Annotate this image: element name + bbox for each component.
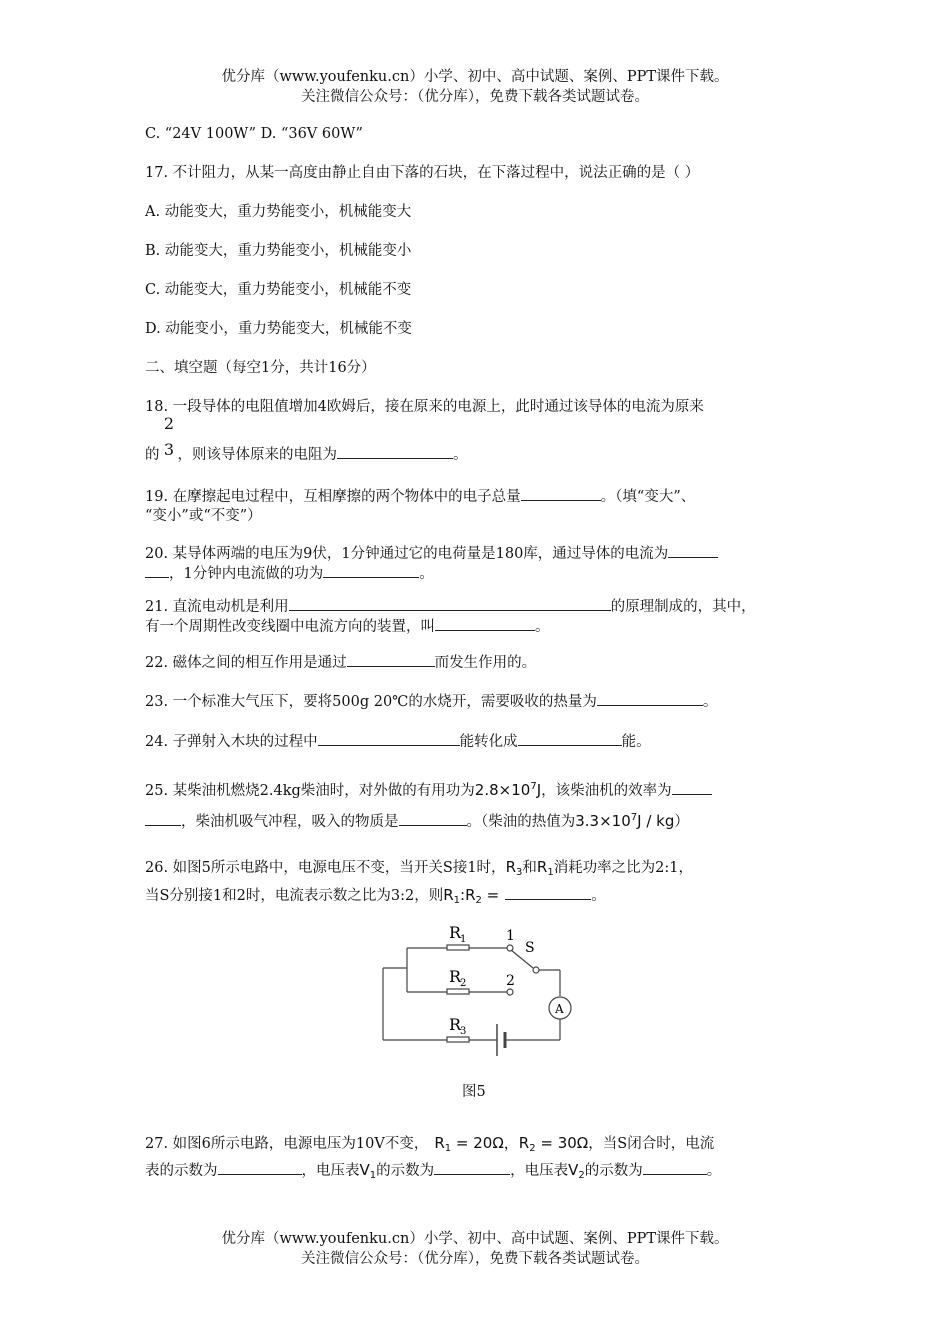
q25-line-2: ，柴油机吸气冲程，吸入的物质是 。（柴油的热值为$3.3\times 10^7J / kg$） [145, 808, 689, 832]
q24-line: 24. 子弹射入木块的过程中 能转化成 能。 [145, 731, 651, 752]
switch-pivot [533, 967, 539, 973]
footer-line-2: 关注微信公众号：（优分库），免费下载各类试题试卷。 [301, 1251, 649, 1267]
q26-line-1: 26. 如图5所示电路中，电源电压不变，当开关S接1时，$R_3$和$R_1$消耗功率之比为2:1， [145, 858, 694, 878]
q21-blank-2[interactable] [435, 616, 535, 631]
q27-blank-3[interactable] [643, 1160, 707, 1175]
q21-line-2: 有一个周期性改变线圈中电流方向的装置，叫 。 [145, 616, 550, 637]
q18-line-2: 的 ，则该导体原来的电阻为 。 [145, 444, 468, 465]
q25-blank-2[interactable] [399, 811, 467, 826]
q27-blank-1[interactable] [218, 1160, 302, 1175]
footer-line-1: 优分库（www.youfenku.cn）小学、初中、高中试题、案例、PPT课件下载。 [221, 1231, 729, 1247]
label-a: A [555, 1002, 564, 1016]
q21-blank-1[interactable] [289, 596, 611, 611]
q27-blank-2[interactable] [434, 1160, 510, 1175]
q25-heat-value: $3.3\times 10^7J$ / kg [575, 812, 675, 830]
q26-r3-symbol: $R_3$ [505, 858, 523, 878]
q18-fraction-denominator: 3 [163, 440, 175, 459]
header-line-1: 优分库（www.youfenku.cn）小学、初中、高中试题、案例、PPT课件下载。 [221, 69, 729, 85]
q27-r1-equation: $R_1 = 20\Omega$， [434, 1134, 519, 1154]
q24-blank-2[interactable] [518, 731, 622, 746]
label-r3-sub: 3 [460, 1026, 467, 1037]
q19-answer-blank[interactable] [521, 486, 601, 501]
figure-5-circuit [375, 922, 585, 1072]
switch-contact-1 [507, 945, 513, 951]
q25-blank-1a[interactable] [672, 780, 712, 795]
section-title: 二、填空题（每空1分，共计16分） [145, 360, 376, 376]
q23-blank[interactable] [597, 691, 703, 706]
label-r3: R [449, 1015, 462, 1034]
header-line-2: 关注微信公众号：（优分库），免费下载各类试题试卷。 [301, 89, 649, 105]
q26-ratio-expression: $R_1:R_2$ = [443, 886, 500, 906]
q18-line-1: 18. 一段导体的电阻值增加4欧姆后，接在原来的电源上，此时通过该导体的电流为原来 [145, 399, 704, 415]
q27-line-1: 27. 如图6所示电路，电源电压为10V不变， $R_1 = 20\Omega$，$R_2 = 30\Omega$，当S闭合时，电流 [145, 1134, 715, 1154]
q17-option-b: B. 动能变大，重力势能变小，机械能变小 [145, 243, 412, 259]
q25-line-1: 25. 某柴油机燃烧2.4kg柴油时，对外做的有用功为$2.8\times 10^7J$，该柴油机的效率为 [145, 777, 712, 801]
q23-line: 23. 一个标准大气压下，要将500g 20℃的水烧开，需要吸收的热量为 。 [145, 691, 717, 712]
label-r2-sub: 2 [460, 978, 467, 989]
resistor-r2 [447, 989, 469, 994]
q16-options: C. “24V 100W” D. “36V 60W” [145, 126, 363, 142]
q19-line-1: 19. 在摩擦起电过程中，互相摩擦的两个物体中的电子总量 。（填“变大”、 [145, 486, 695, 507]
figure-5-caption: 图5 [462, 1084, 486, 1100]
q27-v2-symbol: $V_2$ [568, 1161, 585, 1181]
q17-option-d: D. 动能变小，重力势能变大，机械能不变 [145, 321, 412, 337]
label-r1-sub: 1 [460, 934, 467, 945]
q27-v1-symbol: $V_1$ [359, 1161, 377, 1181]
resistor-r1 [447, 945, 469, 950]
label-r2: R [449, 967, 462, 986]
q21-line-1: 21. 直流电动机是利用 的原理制成的，其中， [145, 596, 756, 617]
q27-r2-equation: $R_2 = 30\Omega$ [518, 1134, 589, 1154]
q25-blank-1b[interactable] [145, 811, 181, 826]
q18-fraction-numerator: 2 [163, 414, 175, 433]
q26-blank[interactable] [505, 885, 591, 900]
q17-option-c: C. 动能变大，重力势能变小，机械能不变 [145, 282, 412, 298]
q22-line: 22. 磁体之间的相互作用是通过 而发生作用的。 [145, 652, 536, 673]
q26-r1-symbol: $R_1$ [536, 858, 554, 878]
q20-line-2: ，1分钟内电流做的功为 。 [145, 563, 434, 584]
q20-blank-1a[interactable] [668, 543, 718, 558]
resistor-r3 [447, 1037, 469, 1042]
q20-line-1: 20. 某导体两端的电压为9伏，1分钟通过它的电荷量是180库，通过导体的电流为 [145, 543, 718, 564]
q22-blank[interactable] [347, 652, 435, 667]
q24-blank-1[interactable] [318, 731, 460, 746]
q19-line-2: “变小”或“不变”） [145, 508, 262, 524]
label-s: S [525, 940, 535, 956]
q27-line-2: 表的示数为 ，电压表$V_1$的示数为 ，电压表$V_2$的示数为 。 [145, 1161, 722, 1181]
label-1: 1 [506, 928, 515, 944]
q20-blank-1b[interactable] [145, 563, 169, 578]
q26-line-2: 当S分别接1和2时，电流表示数之比为3:2，则$R_1:R_2$ = 。 [145, 886, 606, 906]
q25-work-value: $2.8\times 10^7J$ [474, 781, 542, 799]
q18-answer-blank[interactable] [337, 444, 453, 459]
q17-option-a: A. 动能变大，重力势能变小，机械能变大 [145, 204, 412, 220]
label-r1: R [449, 923, 462, 942]
label-2: 2 [506, 973, 515, 989]
q17-stem: 17. 不计阻力，从某一高度由静止自由下落的石块，在下落过程中，说法正确的是（ ） [145, 165, 700, 181]
q20-blank-2[interactable] [323, 563, 419, 578]
switch-contact-2 [507, 989, 513, 995]
